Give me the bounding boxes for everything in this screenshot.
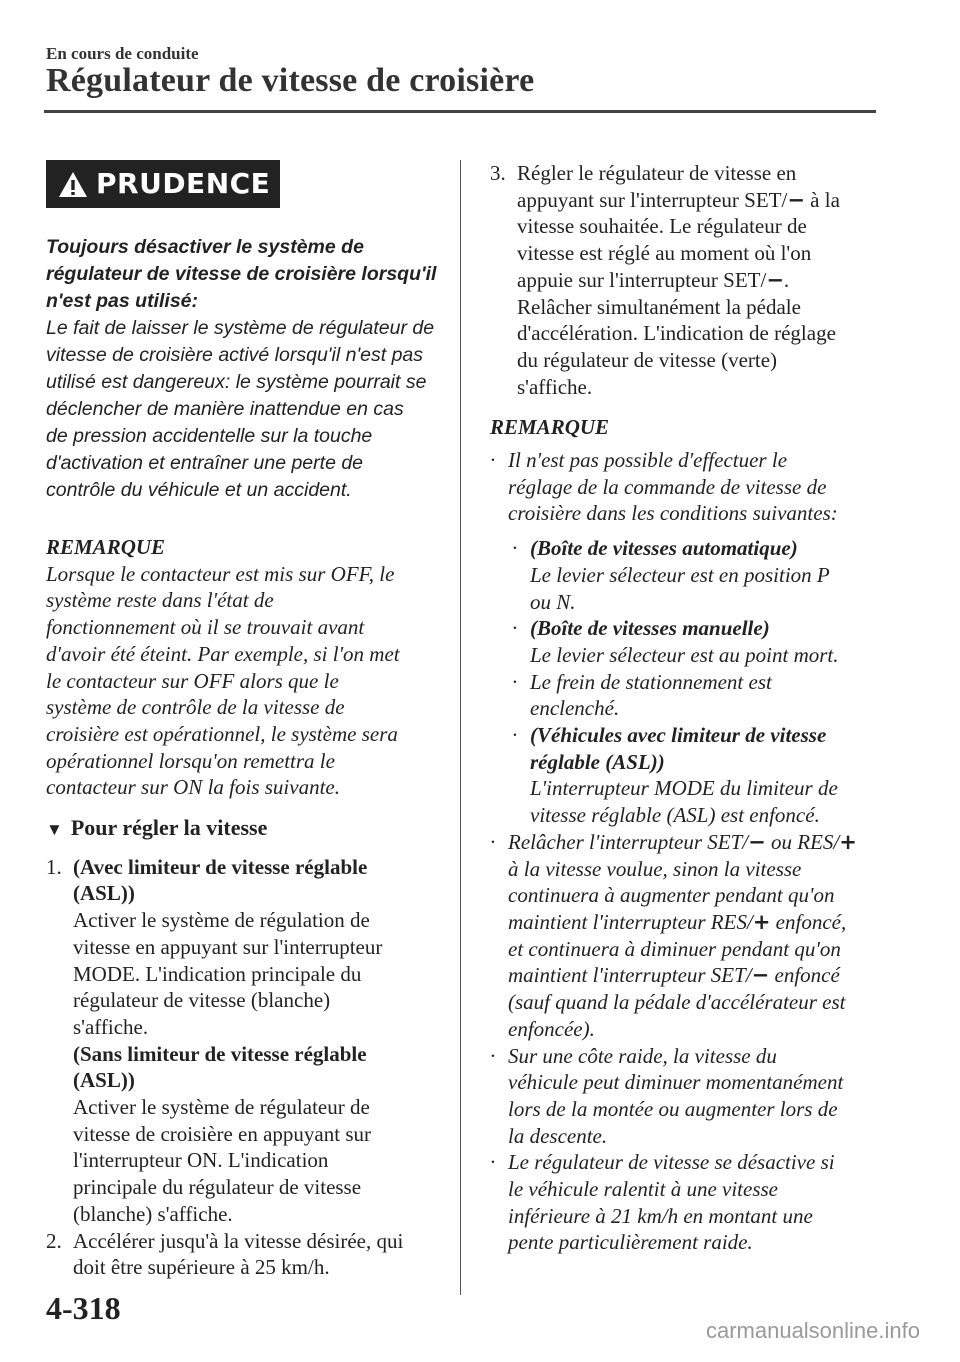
- minus-icon: −: [748, 829, 766, 854]
- note-line: Lorsque le contacteur est mis sur OFF, le: [46, 561, 395, 586]
- bullet-icon: ·: [490, 1150, 496, 1175]
- bullet-icon: ·: [512, 669, 518, 694]
- note-sub-bullet: · (Boîte de vitesses manuelle) Le levier sélecteur est au point mort.: [512, 616, 839, 667]
- caution-body-line: utilisé est dangereux: le système pourrait se: [46, 371, 427, 393]
- caution-body-line: déclencher de manière inattendue en cas: [46, 398, 404, 420]
- caution-label: PRUDENCE: [96, 166, 271, 200]
- column-divider: [460, 160, 461, 1295]
- step-3: [490, 160, 890, 400]
- step-line: doit être supérieure à 25 km/h.: [73, 1255, 330, 1280]
- caution-body: [46, 315, 441, 504]
- step-line: d'accélération. L'indication de réglage: [517, 321, 836, 346]
- step-2: [46, 1228, 441, 1281]
- plus-icon: +: [752, 909, 771, 934]
- step-line: Régler le régulateur de vitesse en: [517, 161, 797, 185]
- caution-body-line: vitesse de croisière activé lorsqu'il n'est pas: [46, 344, 424, 366]
- step-subhead: (ASL)): [73, 1068, 135, 1093]
- minus-icon: −: [787, 187, 805, 212]
- caution-heading-line: Toujours désactiver le système de: [46, 236, 364, 258]
- section-title: Pour régler la vitesse: [70, 815, 268, 841]
- step-line: s'affiche.: [73, 1014, 149, 1039]
- bullet-icon: ·: [490, 1043, 496, 1068]
- note-label: REMARQUE: [46, 535, 166, 559]
- bullet-icon: ·: [490, 448, 496, 473]
- bullet-icon: ·: [512, 723, 518, 748]
- triangle-icon: ▼: [46, 820, 63, 840]
- note-line: système reste dans l'état de: [46, 588, 274, 613]
- note-line: le contacteur sur OFF alors que le: [46, 668, 339, 693]
- note-sub-bullet: · Le frein de stationnement est enclenché.: [512, 669, 772, 721]
- step-line: Accélérer jusqu'à la vitesse désirée, qui: [73, 1228, 404, 1253]
- step-line: vitesse en appuyant sur l'interrupteur: [73, 934, 383, 959]
- note-sub-bullet: · (Boîte de vitesses automatique) Le levier sélecteur est en position P ou N.: [512, 536, 830, 614]
- step-subhead: (Avec limiteur de vitesse réglable: [73, 854, 368, 879]
- step-number: 2.: [46, 1228, 62, 1253]
- caution-heading: [46, 234, 441, 315]
- note-line: système de contrôle de la vitesse de: [46, 695, 345, 720]
- step-line: MODE. L'indication principale du: [73, 961, 362, 986]
- step-1: [46, 854, 441, 1228]
- plus-icon: +: [839, 829, 857, 854]
- step-line: du régulateur de vitesse (verte): [517, 347, 778, 372]
- step-line: Activer le système de régulation de: [73, 908, 370, 933]
- note-block: [46, 534, 441, 801]
- left-column: [46, 160, 441, 1281]
- step-line: Activer le système de régulateur de: [73, 1095, 370, 1120]
- note-bullet: · Relâcher l'interrupteur SET/− ou RES/+ à la vitesse voulue, sinon la vitesse continuera à augmenter pendant qu'on maintient l'interrupteur RES/+ enfoncé, et continuera à diminuer pendant qu'on maintient l'interrupteur SET/− enfoncé (sauf quand la pédale d'accélérateur est enfoncée).: [490, 829, 857, 1041]
- step-line: vitesse de croisière en appuyant sur: [73, 1121, 371, 1146]
- step-line: Relâcher simultanément la pédale: [517, 294, 801, 319]
- caution-body-line: d'activation et entraîner une perte de: [46, 452, 364, 474]
- note-line: fonctionnement où il se trouvait avant: [46, 615, 365, 640]
- right-column: [490, 160, 890, 1256]
- note-bullet: · Sur une côte raide, la vitesse du véhicule peut diminuer momentanément lors de la montée ou augmenter lors de la descente.: [490, 1043, 844, 1148]
- page-title: Régulateur de vitesse de croisière: [46, 62, 535, 99]
- minus-icon: −: [766, 267, 784, 292]
- note-line: opérationnel lorsqu'on remettra le: [46, 748, 335, 773]
- note-label: REMARQUE: [490, 415, 610, 440]
- page-number: 4-318: [46, 1290, 121, 1326]
- section-header: En cours de conduite: [46, 44, 199, 63]
- caution-body-line: Le fait de laisser le système de régulateur de: [46, 317, 435, 339]
- step-number: 1.: [46, 854, 62, 879]
- step-line: vitesse souhaitée. Le régulateur de: [517, 214, 807, 239]
- caution-heading-line: n'est pas utilisé:: [46, 290, 199, 312]
- section-heading: [46, 815, 441, 844]
- minus-icon: −: [751, 963, 770, 988]
- caution-heading-line: régulateur de vitesse de croisière lorsqu'il: [46, 263, 437, 285]
- caution-body-line: de pression accidentelle sur la touche: [46, 425, 373, 447]
- step-line: appuyant sur l'interrupteur SET/− à la: [517, 187, 840, 212]
- note-bullet: · Il n'est pas possible d'effectuer le réglage de la commande de vitesse de croisière dans les conditions suivantes:: [490, 448, 838, 526]
- step-subhead: (ASL)): [73, 881, 135, 906]
- step-line: appuie sur l'interrupteur SET/−.: [517, 267, 790, 292]
- step-line: l'interrupteur ON. L'indication: [73, 1148, 329, 1173]
- bullet-icon: ·: [512, 536, 518, 561]
- bullet-icon: ·: [512, 616, 518, 641]
- step-line: s'affiche.: [517, 374, 593, 399]
- step-subhead: (Sans limiteur de vitesse réglable: [73, 1041, 367, 1066]
- note-line: contacteur sur ON la fois suivante.: [46, 775, 340, 800]
- header-rule: [44, 110, 876, 113]
- note-line: croisière est opérationnel, le système sera: [46, 721, 398, 746]
- note-line: d'avoir été éteint. Par exemple, si l'on met: [46, 641, 400, 666]
- step-line: vitesse est réglé au moment où l'on: [517, 241, 812, 266]
- step-line: principale du régulateur de vitesse: [73, 1175, 362, 1200]
- step-line: (blanche) s'affiche.: [73, 1201, 233, 1226]
- step-line: régulateur de vitesse (blanche): [73, 988, 331, 1013]
- bullet-icon: ·: [490, 829, 496, 854]
- caution-badge: [46, 160, 280, 208]
- note-block: [490, 414, 890, 1256]
- note-sub-bullet: · (Véhicules avec limiteur de vitesse réglable (ASL)) L'interrupteur MODE du limiteur de vitesse réglable (ASL) est enfoncé.: [512, 723, 838, 828]
- watermark: carmanualsonline.info: [705, 1318, 920, 1343]
- warning-icon: [58, 171, 88, 198]
- step-number: 3.: [490, 161, 506, 185]
- caution-body-line: contrôle du véhicule et un accident.: [46, 479, 352, 501]
- note-bullet: · Le régulateur de vitesse se désactive si le véhicule ralentit à une vitesse inférieure à 21 km/h en montant une pente particulièrement raide.: [490, 1150, 835, 1255]
